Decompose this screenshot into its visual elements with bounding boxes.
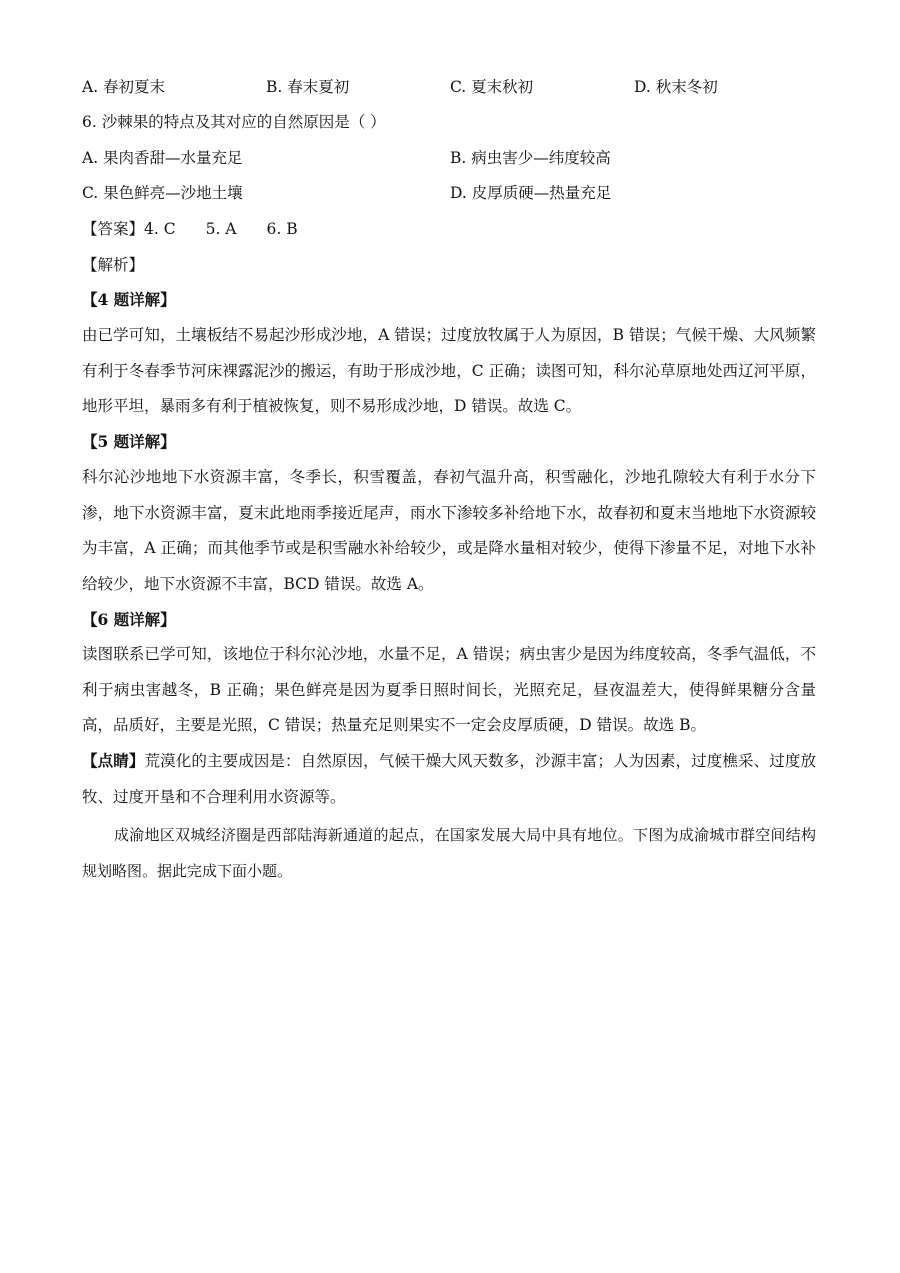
q5-detail-heading: 【5 题详解】 xyxy=(82,432,176,451)
q6-detail-text: 读图联系已学可知，该地位于科尔沁沙地，水量不足，A 错误；病虫害少是因为纬度较高，冬季气温低，不利于病虫害越冬，B 正确；果色鲜亮是因为夏季日照时间长，光照充足，昼夜温差大，使得鲜果糖分含量高，品质好，主要是光照，C 错误；热量充足则果实不一定会皮厚质硬，D 错误。故选 B。 xyxy=(82,645,816,735)
q5-option-b: B. 春末夏初 xyxy=(266,78,350,96)
pointer-label: 【点睛】 xyxy=(82,751,145,770)
q6-stem: 6. 沙棘果的特点及其对应的自然原因是（ ） xyxy=(82,113,386,131)
q6-option-b: B. 病虫害少—纬度较高 xyxy=(450,149,611,167)
next-question-intro: 成渝地区双城经济圈是西部陆海新通道的起点，在国家发展大局中具有地位。下图为成渝城市群空间结构规划略图。据此完成下面小题。 xyxy=(82,826,816,880)
answer-4: 4. C xyxy=(144,220,176,238)
q6-option-c: C. 果色鲜亮—沙地土壤 xyxy=(82,184,243,202)
q4-detail-text: 由已学可知，土壤板结不易起沙形成沙地，A 错误；过度放牧属于人为原因，B 错误；气候干燥、大风频繁有利于冬春季节河床裸露泥沙的搬运，有助于形成沙地，C 正确；读图可知，科尔沁草原地处西辽河平原，地形平坦，暴雨多有利于植被恢复，则不易形成沙地，D 错误。故选 C。 xyxy=(82,326,816,416)
answer-6: 6. B xyxy=(266,220,298,238)
q6-option-a: A. 果肉香甜—水量充足 xyxy=(82,149,243,167)
q6-option-d: D. 皮厚质硬—热量充足 xyxy=(450,184,612,202)
q5-option-c: C. 夏末秋初 xyxy=(450,78,534,96)
analysis-label: 【解析】 xyxy=(82,256,145,274)
q5-detail-text: 科尔沁沙地地下水资源丰富，冬季长，积雪覆盖，春初气温升高，积雪融化，沙地孔隙较大有利于水分下渗，地下水资源丰富，夏末此地雨季接近尾声，雨水下渗较多补给地下水，故春初和夏末当地地下水资源较为丰富，A 正确；而其他季节或是积雪融水补给较少，或是降水量相对较少，使得下渗量不足，对地下水补给较少，地下水资源不丰富，BCD 错误。故选 A。 xyxy=(82,468,816,593)
q5-option-a: A. 春初夏末 xyxy=(82,78,166,96)
q5-option-d: D. 秋末冬初 xyxy=(634,78,718,96)
answer-line xyxy=(82,219,298,239)
pointer-note xyxy=(82,743,816,815)
answer-5: 5. A xyxy=(205,220,237,238)
answer-label: 【答案】 xyxy=(82,220,145,238)
pointer-text: 荒漠化的主要成因是：自然原因，气候干燥大风天数多，沙源丰富；人为因素，过度樵采、过度放牧、过度开垦和不合理利用水资源等。 xyxy=(82,752,816,806)
q6-detail-heading: 【6 题详解】 xyxy=(82,610,176,629)
q4-detail-heading: 【4 题详解】 xyxy=(82,290,176,309)
